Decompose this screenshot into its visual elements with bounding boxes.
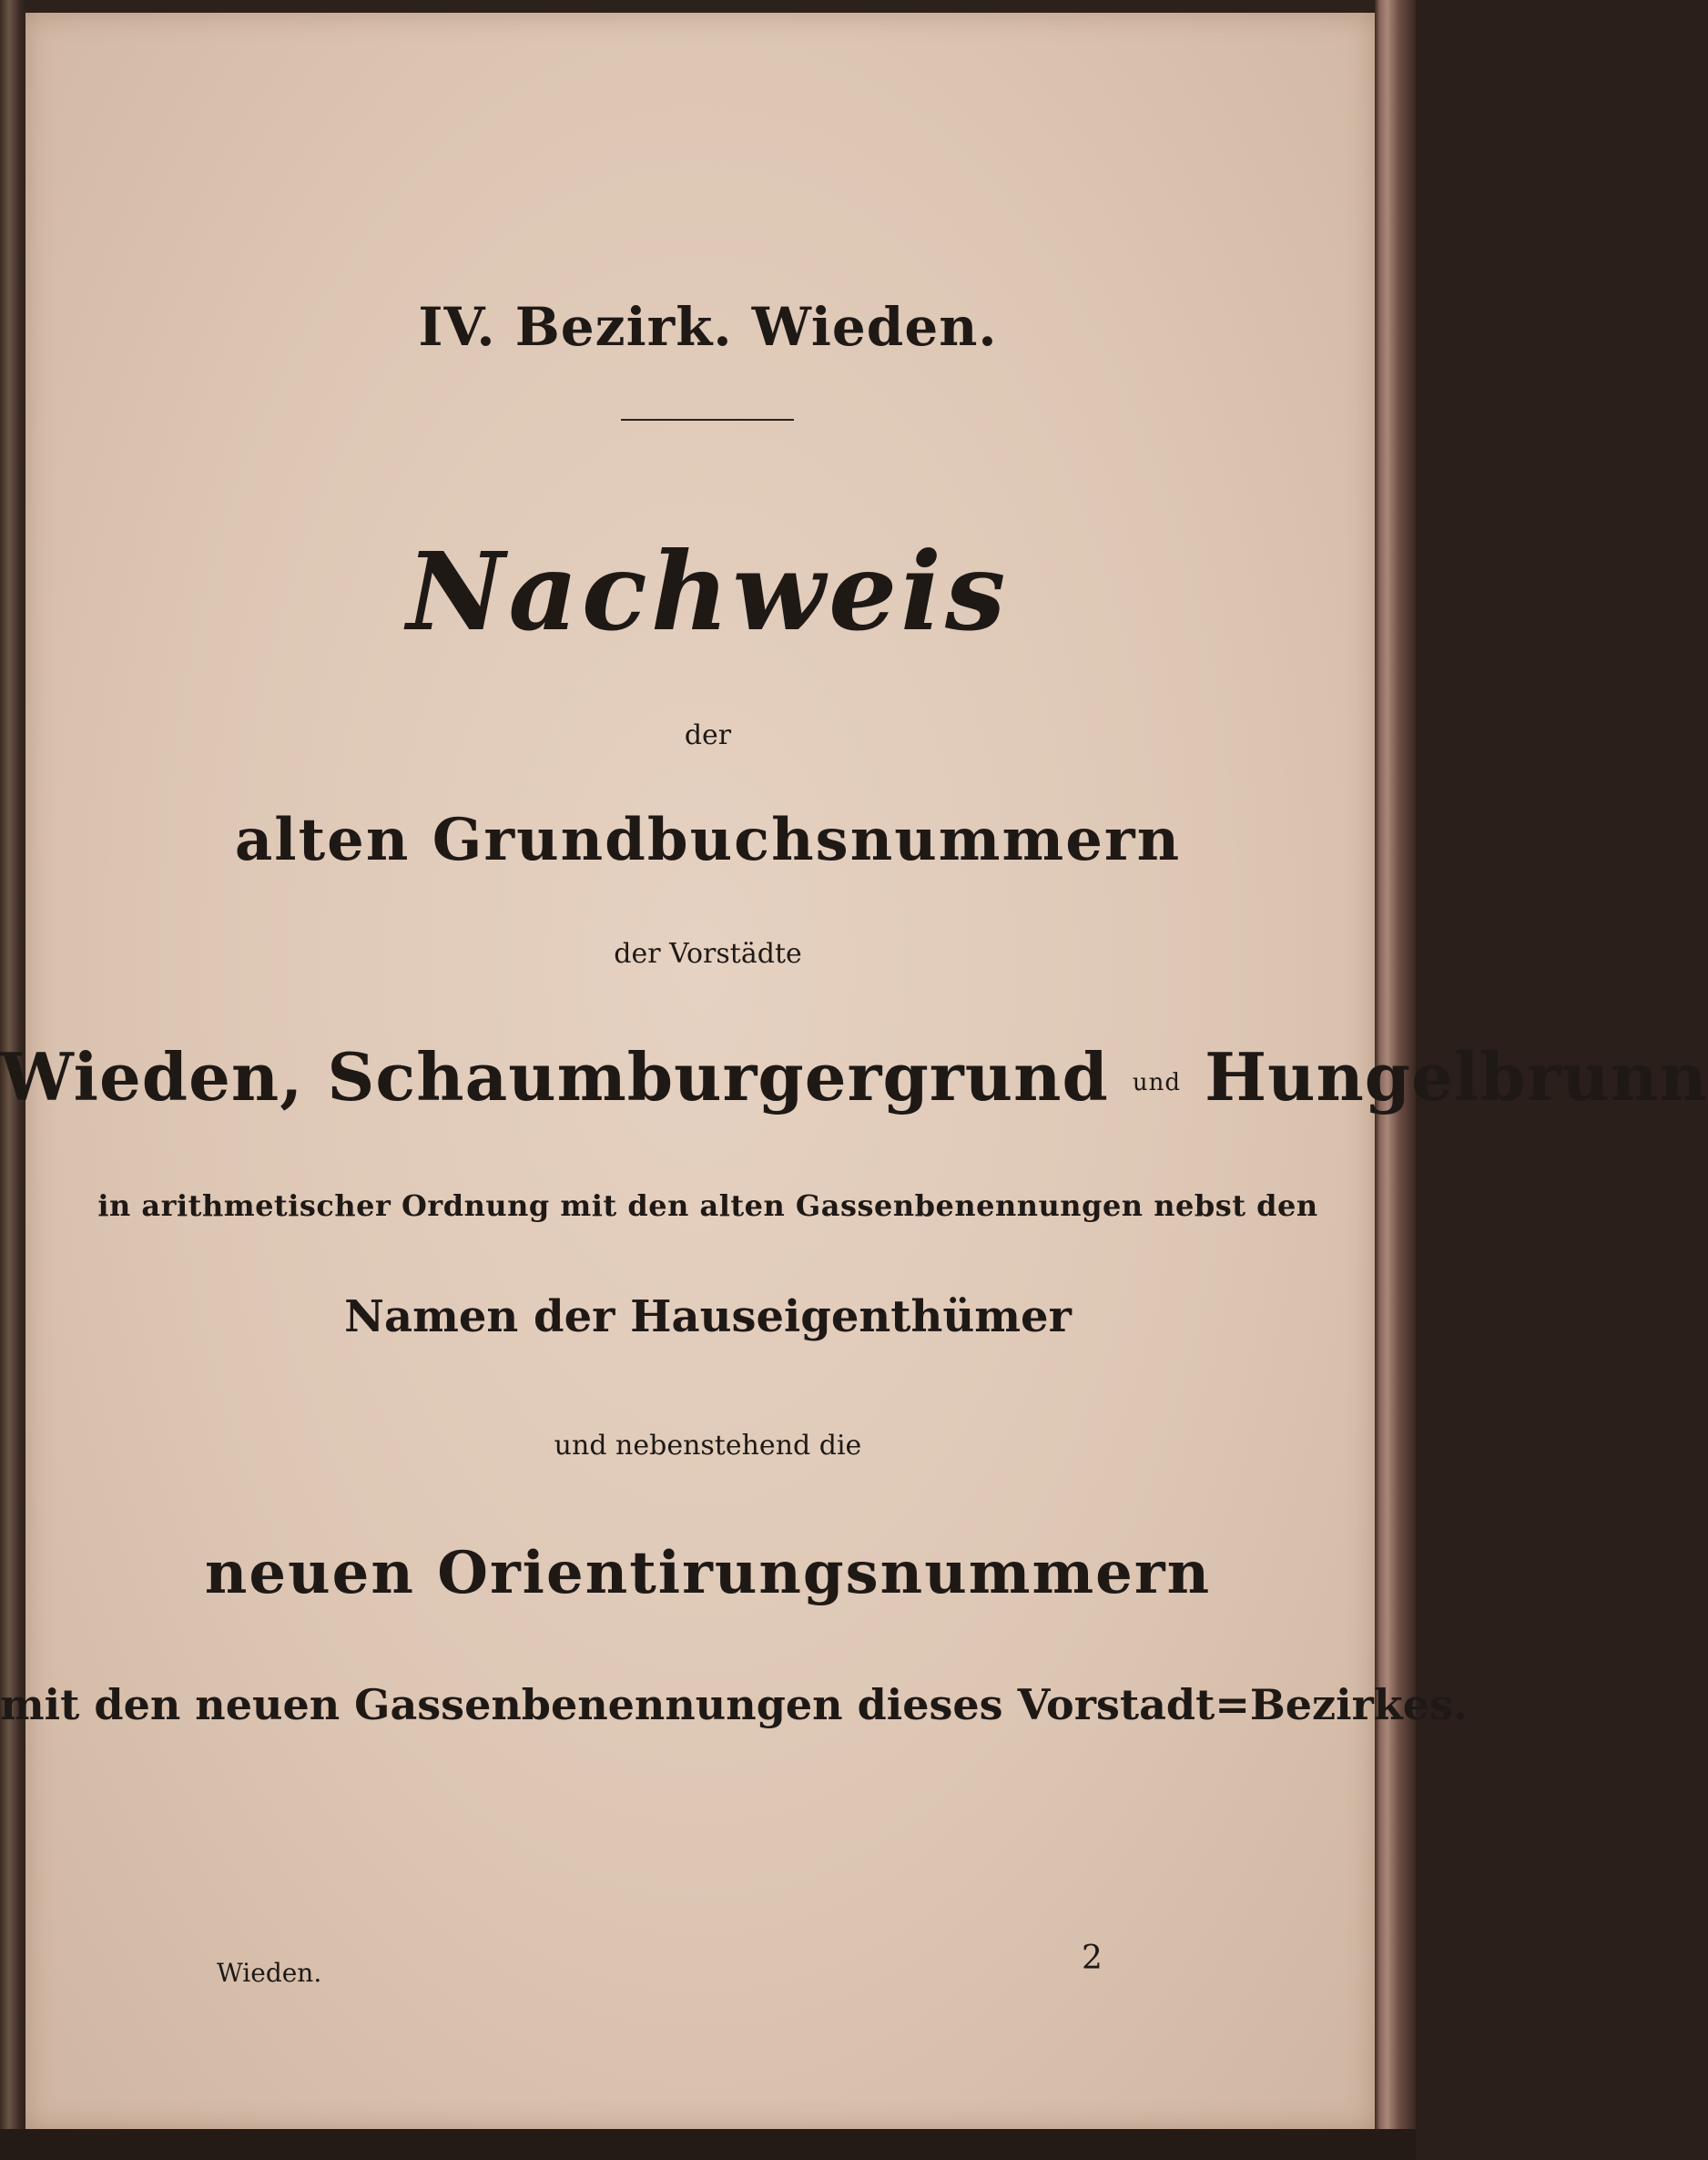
text-places: [0, 1038, 1708, 1116]
page-title: Nachweis: [406, 528, 1010, 655]
text-alten-grundbuchsnummern: alten Grundbuchsnummern: [234, 806, 1182, 874]
heading-divider: [621, 419, 794, 421]
text-der-vorstaedte: der Vorstädte: [614, 938, 802, 970]
text-nebenstehend: und nebenstehend die: [554, 1430, 862, 1462]
book-bottom-edge: [0, 2129, 1416, 2160]
text-neuen-gassenbenennungen: mit den neuen Gassenbenennungen dieses Vorstadt=Bezirkes.: [0, 1680, 1468, 1729]
places-connector: und: [1132, 1069, 1181, 1096]
page-number: 2: [1082, 1940, 1103, 1977]
text-arithmetische-ordnung: in arithmetischer Ordnung mit den alten Gassenbenennungen nebst den: [97, 1188, 1318, 1223]
places-part2: Hungelbrunn: [1205, 1038, 1708, 1116]
text-namen-hauseigenthuemer: Namen der Hauseigenthümer: [344, 1291, 1072, 1342]
district-heading: IV. Bezirk. Wieden.: [418, 296, 998, 358]
text-der: der: [684, 719, 732, 751]
places-part1: Wieden, Schaumburgergrund: [0, 1038, 1109, 1116]
footer-signature: Wieden.: [217, 1958, 322, 1988]
text-neuen-orientirungsnummern: neuen Orientirungsnummern: [204, 1539, 1212, 1607]
